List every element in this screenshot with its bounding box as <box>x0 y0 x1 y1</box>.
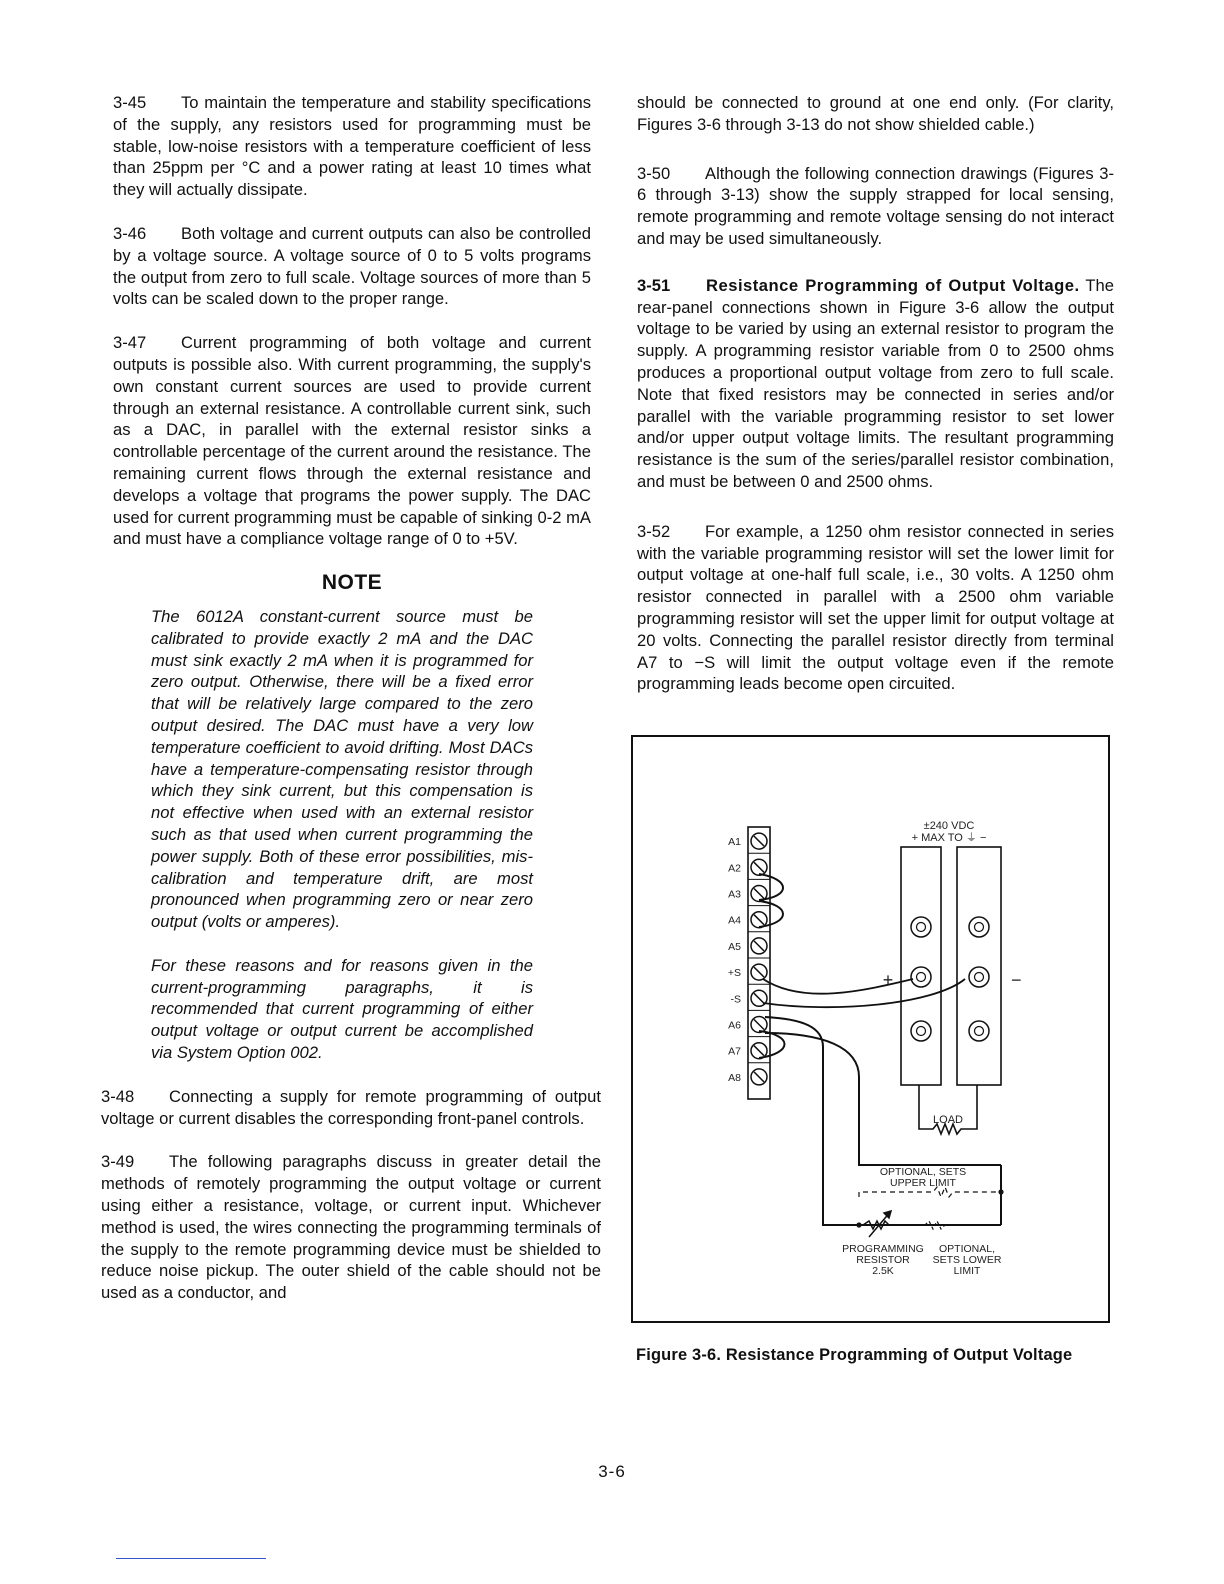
note-body <box>151 606 533 1064</box>
paragraph-number: 3-51 <box>637 275 671 295</box>
load-resistor <box>919 1085 977 1134</box>
optional-lower-label-3: LIMIT <box>953 1265 981 1277</box>
paragraph-text: Connecting a supply for remote programming of output voltage or current disables the corresponding front-panel controls. <box>101 1086 601 1128</box>
paragraph-text: Although the following connection drawings (Figures 3-6 through 3-13) show the supply strapped for local sensing, remote programming and remote voltage sensing do not interact and may be used simultaneously. <box>637 163 1114 248</box>
paragraph-3-52 <box>637 521 1114 695</box>
bus-screw <box>969 967 989 987</box>
terminal-label: A2 <box>728 862 741 875</box>
negative-bus-bar <box>957 847 1001 1085</box>
positive-bus-bar <box>901 847 941 1085</box>
paragraph-3-45 <box>113 92 591 201</box>
paragraph-number: 3-52 <box>637 521 671 541</box>
paragraph-number: 3-46 <box>113 223 147 243</box>
bus-screws <box>911 917 989 1041</box>
paragraph-number: 3-45 <box>113 93 147 112</box>
outdented-paragraphs <box>101 1086 601 1304</box>
bus-screw <box>911 967 931 987</box>
minus-sense-wire <box>763 979 965 1007</box>
paragraph-number: 3-47 <box>113 333 147 353</box>
section-heading: Resistance Programming of Output Voltage. <box>706 275 1080 295</box>
note-paragraph-2: For these reasons and for reasons given in the current-programming paragraphs, it is recommended that current programming of either output voltage or output current be accomplished via System Option 002. <box>151 955 533 1063</box>
terminal-label: A8 <box>728 1071 741 1084</box>
right-column <box>637 92 1114 717</box>
note-paragraph-1: The 6012A constant-current source must be calibrated to provide exactly 2 mA and the DAC must sink exactly 2 mA when it is programmed for zero output. Otherwise, there will be a fixed error that will be relatively large compared to the zero output desired. The DAC must have a very low temperature coefficient to avoid drifting. Most DACs have a temperature-compensating resistor through which they sink current, but this compensation is not effective when used with an external resistor such as that used when current programming the power supply. Both of these error possibilities, mis-calibration and temperature drift, are most pronounced when programming zero or near zero output (volts or amperes). <box>151 606 533 932</box>
paragraph-number: 3-49 <box>101 1152 135 1172</box>
footnote-rule <box>116 1558 266 1559</box>
paragraph-number: 3-50 <box>637 163 671 183</box>
terminal-label: A1 <box>728 836 741 849</box>
paragraph-3-47 <box>113 332 591 550</box>
programming-lead-a7 <box>765 1033 1001 1165</box>
paragraph-3-46 <box>113 223 591 310</box>
figure-caption: Figure 3-6. Resistance Programming of Output Voltage <box>636 1346 1073 1364</box>
terminal-label: +S <box>727 967 741 980</box>
paragraph-text: Current programming of both voltage and current outputs is possible also. With current programming, the supply's own constant current sources are used to provide current through an external resistance. A controllable current sink, such as a DAC, in parallel with the external resistor sinks a controllable percentage of the current around the resistance. The remaining current flows through the external resistance and develops a voltage that programs the power supply. The DAC used for current programming must be capable of sinking 0-2 mA and must have a compliance voltage range of 0 to +5V. <box>113 333 591 549</box>
optional-lower-label-1: OPTIONAL, <box>938 1243 996 1255</box>
minus-sign: − <box>1011 970 1022 990</box>
bus-screw <box>969 917 989 937</box>
plus-sign: + <box>882 970 894 990</box>
terminal-group <box>728 833 770 1085</box>
note-block <box>113 572 591 1064</box>
optional-lower-label-2: SETS LOWER <box>932 1254 1002 1266</box>
paragraph-3-50 <box>637 163 1114 250</box>
note-title: NOTE <box>321 571 383 595</box>
paragraph-3-48 <box>101 1086 601 1130</box>
programming-resistor-label-1: PROGRAMMING <box>842 1243 924 1255</box>
terminal-label: A7 <box>728 1045 741 1058</box>
vdc-label: ±240 VDC <box>923 820 975 832</box>
programming-resistor-label-3: 2.5K <box>872 1265 894 1277</box>
bus-screw <box>911 1021 931 1041</box>
left-column <box>101 92 601 1326</box>
bus-screw <box>911 917 931 937</box>
paragraph-text: For example, a 1250 ohm resistor connected in series with the variable programming resistor will set the lower limit for output voltage at one-half full scale, i.e., 30 volts. A 1250 ohm resistor connected in parallel with a 2500 ohm variable programming resistor will set the upper limit for output voltage at 20 volts. Connecting the parallel resistor directly from terminal A7 to −S will limit the output voltage even if the remote programming leads become open circuited. <box>637 521 1114 694</box>
page-number: 3-6 <box>598 1462 626 1481</box>
paragraph-text: To maintain the temperature and stability specifications of the supply, any resistors used for programming must be stable, low-noise resistors with a temperature coefficient of less than 25ppm per °C and a power rating at least 10 times what they will actually dissipate. <box>113 93 591 200</box>
paragraph-text: The following paragraphs discuss in greater detail the methods of remotely programming the output voltage or current using either a resistance, voltage, or current input. Whichever method is used, the wires connecting the programming terminals of the supply to the remote programming device must be shielded to reduce noise pickup. The outer shield of the cable should not be used as a conductor, and <box>101 1152 601 1303</box>
terminal-label: A4 <box>728 914 741 927</box>
paragraph-text: The rear-panel connections shown in Figure 3-6 allow the output voltage to be varied by using an external resistor to program the supply. A programming resistor variable from 0 to 2500 ohms produces a proportional output voltage from zero to full scale. Note that fixed resistors may be connected in series and/or parallel with the variable programming resistor to set lower and/or upper output voltage limits. The resultant programming resistance is the sum of the series/parallel resistor combination, and must be between 0 and 2500 ohms. <box>637 275 1114 491</box>
paragraph-3-49 <box>101 1151 601 1304</box>
wiring-diagram <box>633 737 1112 1325</box>
terminal-label: -S <box>730 993 741 1006</box>
programming-lead-a6 <box>765 1017 1001 1225</box>
terminal-label: A5 <box>728 940 741 953</box>
optional-upper-label-2: UPPER LIMIT <box>890 1177 956 1189</box>
programming-resistor-label-2: RESISTOR <box>856 1254 910 1266</box>
terminal-label: A3 <box>728 888 741 901</box>
optional-upper-label-1: OPTIONAL, SETS <box>879 1166 967 1178</box>
load-label: LOAD <box>933 1114 963 1126</box>
paragraph-text: Both voltage and current outputs can also be controlled by a voltage source. A voltage source of 0 to 5 volts programs the output from zero to full scale. Voltage sources of more than 5 volts can be scaled down to the proper range. <box>113 223 591 309</box>
paragraph-3-49-continued: should be connected to ground at one end only. (For clarity, Figures 3-6 through 3-13 do not show shielded cable.) <box>637 93 1114 134</box>
max-label: + MAX TO ⏚ − <box>911 832 987 844</box>
paragraph-3-51 <box>637 275 1114 493</box>
figure-3-6 <box>631 735 1110 1323</box>
terminal-label: A6 <box>728 1019 741 1032</box>
bus-screw <box>969 1021 989 1041</box>
paragraph-number: 3-48 <box>101 1086 135 1106</box>
